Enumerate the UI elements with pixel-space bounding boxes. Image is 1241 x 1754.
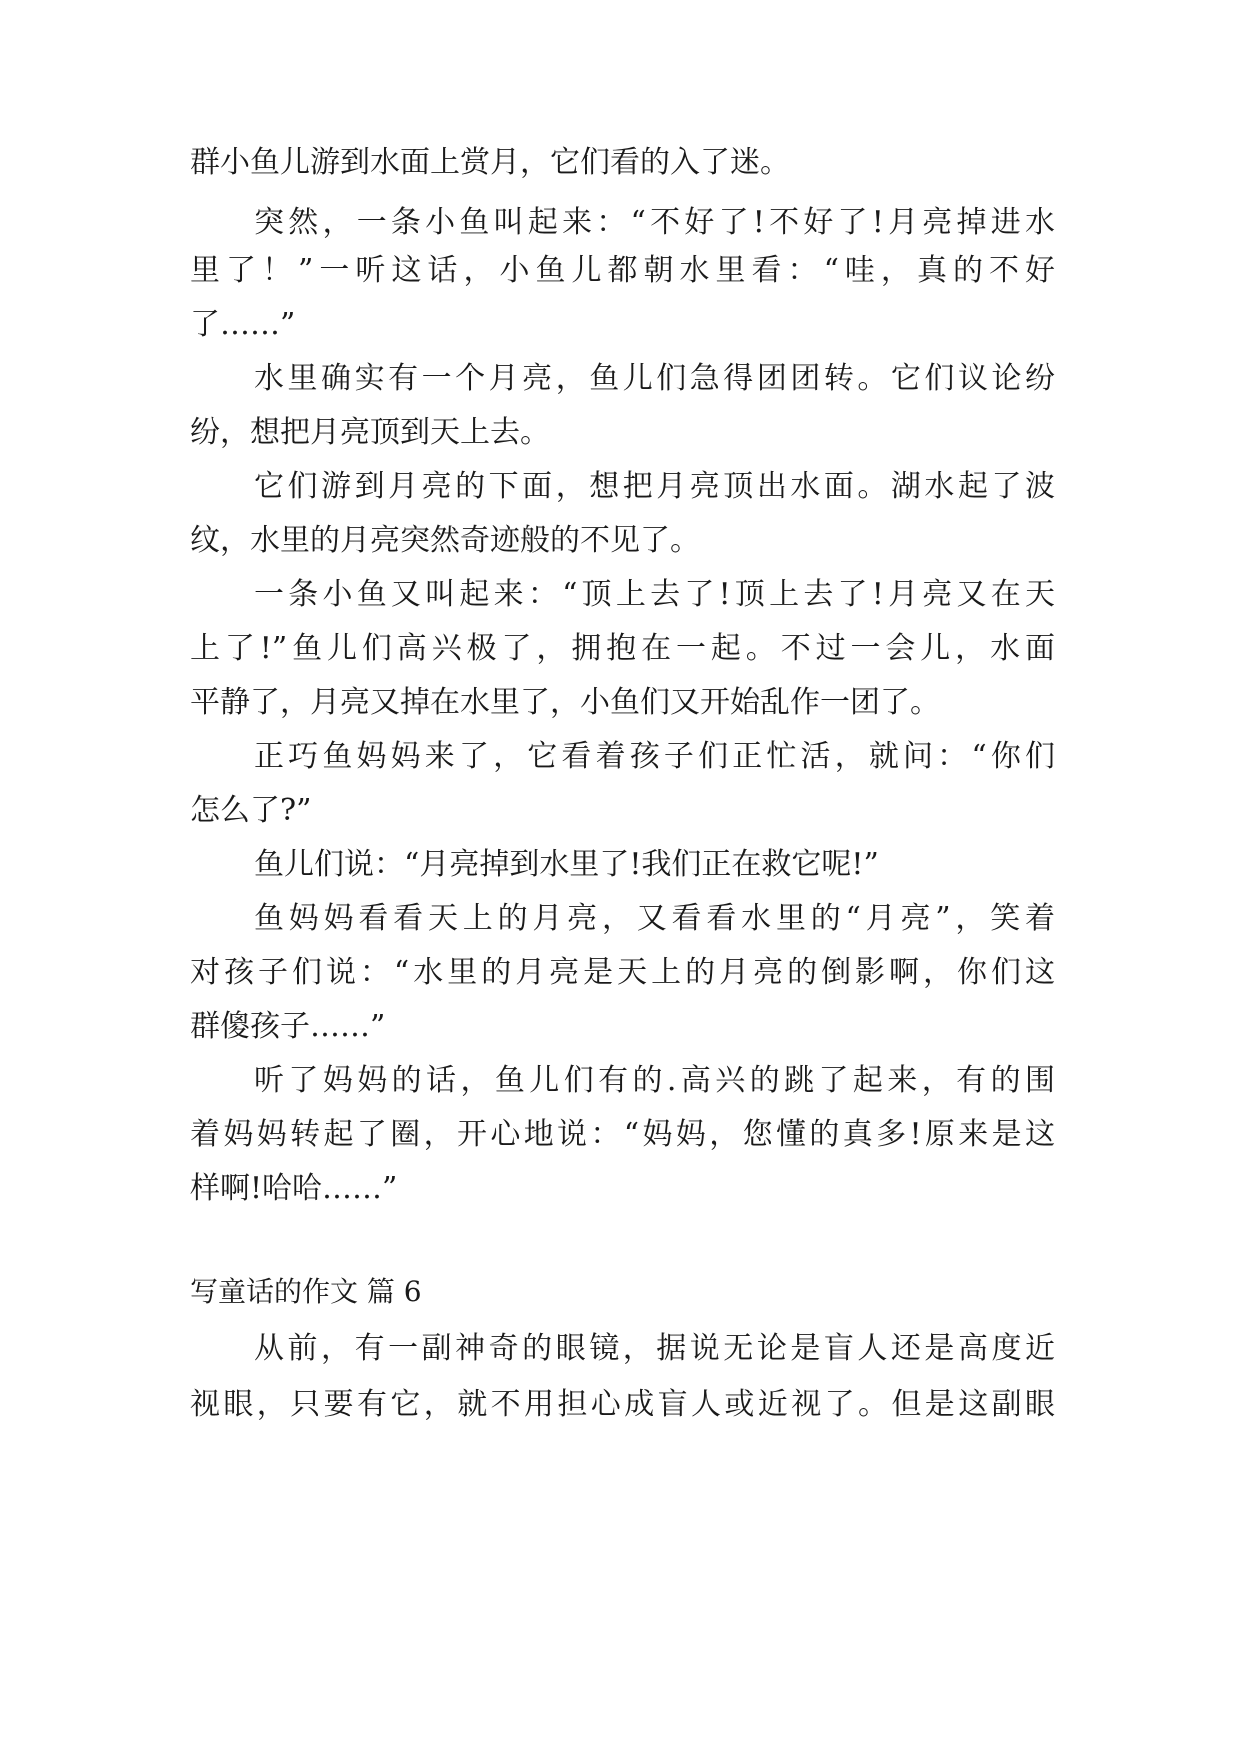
paragraph-line: 水里确实有一个月亮，鱼儿们急得团团转。它们议论纷 <box>254 361 1055 396</box>
paragraph-line: 了……” <box>190 307 296 342</box>
paragraph-line: 鱼妈妈看看天上的月亮，又看看水里的“月亮”，笑着 <box>254 901 1055 936</box>
paragraph-line: 纹，水里的月亮突然奇迹般的不见了。 <box>190 523 700 558</box>
paragraph-line: 从前，有一副神奇的眼镜，据说无论是盲人还是高度近 <box>254 1331 1055 1366</box>
paragraph-line: 鱼儿们说：“月亮掉到水里了!我们正在救它呢!” <box>254 847 879 882</box>
paragraph-line: 视眼，只要有它，就不用担心成盲人或近视了。但是这副眼 <box>190 1387 1055 1422</box>
paragraph-line: 正巧鱼妈妈来了，它看着孩子们正忙活，就问：“你们 <box>254 739 1055 774</box>
section-heading: 写童话的作文 篇 6 <box>190 1275 422 1308</box>
paragraph-line: 听了妈妈的话，鱼儿们有的.高兴的跳了起来，有的围 <box>254 1063 1055 1098</box>
paragraph-line: 群小鱼儿游到水面上赏月，它们看的入了迷。 <box>190 145 790 180</box>
paragraph-line: 纷，想把月亮顶到天上去。 <box>190 415 550 450</box>
paragraph-line: 一条小鱼又叫起来：“顶上去了!顶上去了!月亮又在天 <box>254 577 1055 612</box>
paragraph-line: 着妈妈转起了圈，开心地说：“妈妈，您懂的真多!原来是这 <box>190 1117 1055 1152</box>
paragraph-line: 突然，一条小鱼叫起来：“不好了!不好了!月亮掉进水 <box>254 205 1055 240</box>
paragraph-line: 里了！”一听这话，小鱼儿都朝水里看：“哇，真的不好 <box>190 253 1055 288</box>
paragraph-line: 它们游到月亮的下面，想把月亮顶出水面。湖水起了波 <box>254 469 1055 504</box>
paragraph-line: 平静了，月亮又掉在水里了，小鱼们又开始乱作一团了。 <box>190 685 940 720</box>
paragraph-line: 怎么了?” <box>190 793 312 828</box>
paragraph-line: 上了!”鱼儿们高兴极了，拥抱在一起。不过一会儿，水面 <box>190 631 1055 666</box>
paragraph-line: 对孩子们说：“水里的月亮是天上的月亮的倒影啊，你们这 <box>190 955 1055 990</box>
paragraph-line: 群傻孩子……” <box>190 1009 386 1044</box>
paragraph-line: 样啊!哈哈……” <box>190 1171 398 1206</box>
